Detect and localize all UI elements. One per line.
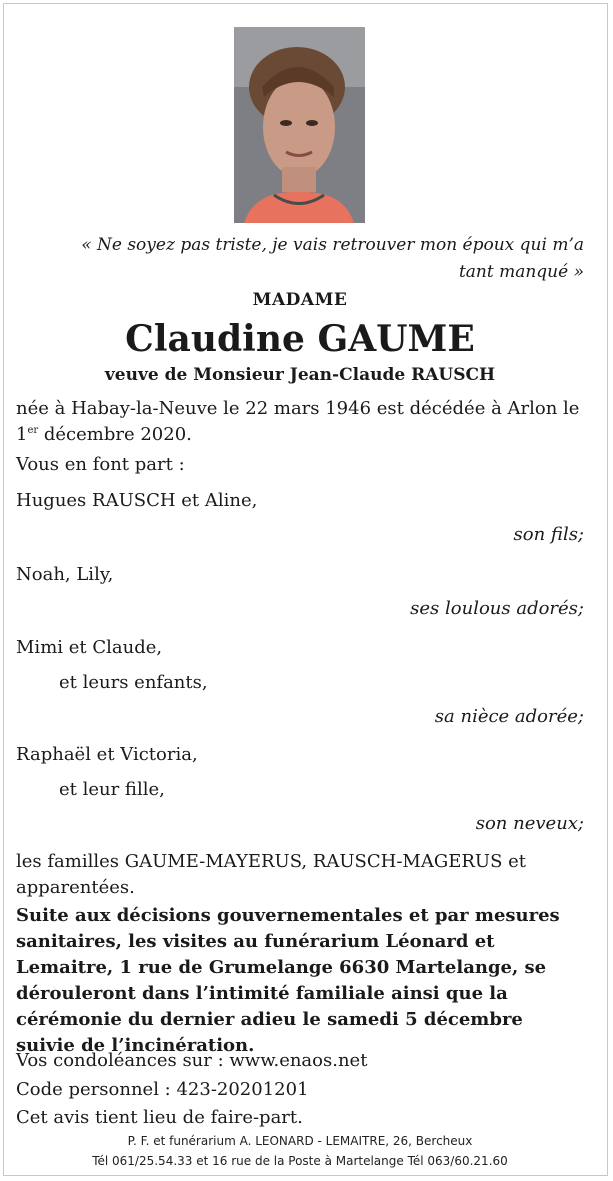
family-name: Hugues RAUSCH et Aline, — [16, 490, 258, 511]
personal-code: Code personnel : 423-20201201 — [16, 1079, 309, 1100]
family-relation: sa nièce adorée; — [434, 706, 584, 727]
title-madame: MADAME — [252, 290, 348, 310]
funeral-home-line1: P. F. et funérarium A. LEONARD - LEMAITRE, 26, Bercheux — [127, 1134, 473, 1148]
birth-death-text: née à Habay-la-Neuve le 22 mars 1946 est décédée à Arlon le 1 — [16, 398, 580, 445]
portrait-photo — [234, 27, 365, 223]
covid-notice: Suite aux décisions gouvernementales et par mesures sanitaires, les visites au funérarium Léonard et Lemaitre, 1 rue de Grumelange 6630 Martelange, se dérouleront dans l’intimité familiale ainsi que la cérémonie du dernier adieu le samedi 5 décembre suivie de l’incinération. — [16, 905, 560, 1056]
birth-death-line — [16, 396, 584, 448]
funeral-home-line2: Tél 061/25.54.33 et 16 rue de la Poste à Martelange Tél 063/60.21.60 — [92, 1154, 508, 1168]
family-name: Mimi et Claude, — [16, 637, 163, 658]
birth-death-text-end: décembre 2020. — [38, 424, 192, 445]
quote: « Ne soyez pas triste, je vais retrouver mon époux qui m’a tant manqué » — [81, 235, 584, 282]
condolences: Vos condoléances sur : www.enaos.net — [16, 1050, 368, 1071]
family-relation: ses loulous adorés; — [410, 598, 584, 619]
family-relation: son neveux; — [475, 813, 584, 834]
deceased-name: Claudine GAUME — [125, 318, 475, 360]
family-sub: et leur fille, — [59, 779, 165, 800]
family-name: Noah, Lily, — [16, 564, 114, 585]
families: les familles GAUME-MAYERUS, RAUSCH-MAGERUS et apparentées. — [16, 851, 527, 898]
widow-of: veuve de Monsieur Jean-Claude RAUSCH — [104, 365, 496, 385]
birth-death-sup: er — [27, 425, 39, 436]
family-relation: son fils; — [513, 524, 584, 545]
family-name: Raphaël et Victoria, — [16, 744, 198, 765]
announce: Vous en font part : — [16, 454, 185, 475]
faire-part: Cet avis tient lieu de faire-part. — [16, 1107, 303, 1128]
portrait-image — [234, 27, 365, 223]
family-sub: et leurs enfants, — [59, 672, 208, 693]
